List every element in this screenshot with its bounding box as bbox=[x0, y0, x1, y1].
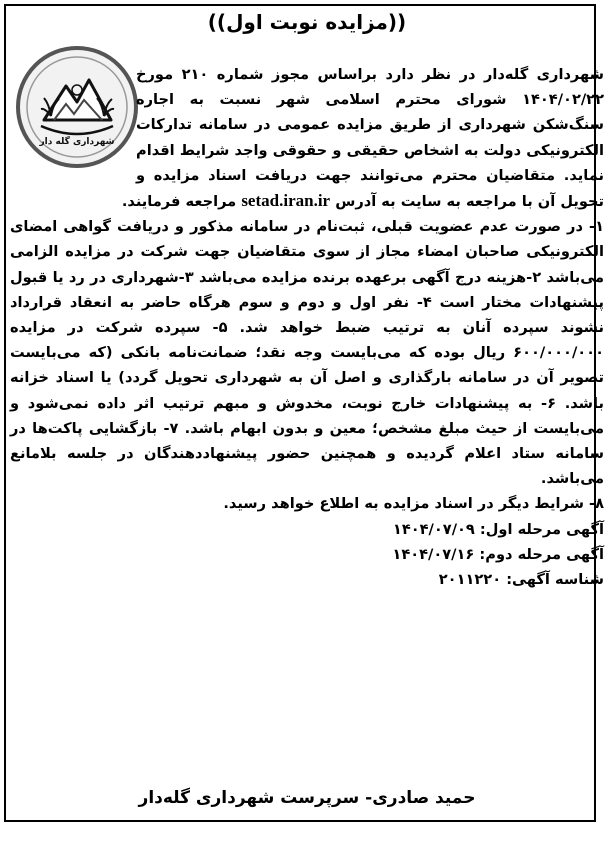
intro-end: مراجعه فرمایند. bbox=[121, 193, 237, 211]
signature: حمید صادری- سرپرست شهرداری گله‌دار bbox=[138, 788, 476, 808]
notice-title: ((مزایده نوبت اول)) bbox=[207, 10, 407, 34]
date-stage-1: آگهی مرحله اول: ۱۴۰۴/۰۷/۰۹ bbox=[392, 520, 604, 538]
logo-caption: شهرداری گله دار bbox=[39, 137, 115, 147]
notice-body bbox=[10, 62, 604, 592]
clause-8: ۸- شرایط دیگر در اسناد مزایده به اطلاع خواهد رسید. bbox=[223, 495, 604, 513]
intro-text: شهرداری گله‌دار در نظر دارد براساس مجوز شماره ۲۱۰ مورخ ۱۴۰۴/۰۲/۲۲ شورای محترم اسلامی شهر نسبت به اجاره سنگ‌شکن شهرداری از طریق مزایده عمومی در سامانه تدارکات الکترونیکی دولت به اشخاص حقیقی و حقوقی واجد شرایط اقدام نماید. متقاضیان محترم می‌توانند جهت دریافت اسناد مزایده و تحویل آن با مراجعه به سایت به آدرس bbox=[136, 66, 605, 211]
notice-id: شناسه آگهی: ۲۰۱۱۲۲۰ bbox=[438, 571, 604, 589]
intro-paragraph bbox=[10, 62, 604, 214]
clauses-paragraph: ۱- در صورت عدم عضویت قبلی، ثبت‌نام در سامانه مذکور و دریافت گواهی امضای الکترونیکی صاحبان امضاء مجاز از سوی متقاضیان جهت شرکت در مزایده الزامی می‌باشد ۲-هزینه درج آگهی برعهده برنده مزایده می‌باشد ۳-شهرداری در رد یا قبول پیشنهادات مختار است ۴- نفر اول و دوم و سوم هرگاه حاضر به انعقاد قرارداد نشوند سپرده آنان به ترتیب ضبط خواهد شد. ۵- سپرده شرکت در مزایده ۶۰۰/۰۰۰/۰۰۰ ریال بوده که می‌بایست وجه نقد؛ ضمانت‌نامه بانکی (که می‌بایست تصویر آن در سامانه بارگذاری و اصل آن به شهرداری تحویل گردد) یا اسناد خزانه باشد. ۶- به پیشنهادات خارج نوبت، مخدوش و مبهم ترتیب اثر داده نمی‌شود و می‌بایست از حیث مبلغ مشخص؛ معین و بدون ابهام باشد. ۷- بازگشایی پاکت‌ها در سامانه ستاد اعلام گردیده و همچنین حضور پیشنهاددهندگان در جلسه بلامانع می‌باشد. bbox=[10, 218, 605, 488]
date-stage-2: آگهی مرحله دوم: ۱۴۰۴/۰۷/۱۶ bbox=[392, 545, 604, 563]
website-link: setad.iran.ir bbox=[241, 191, 331, 211]
